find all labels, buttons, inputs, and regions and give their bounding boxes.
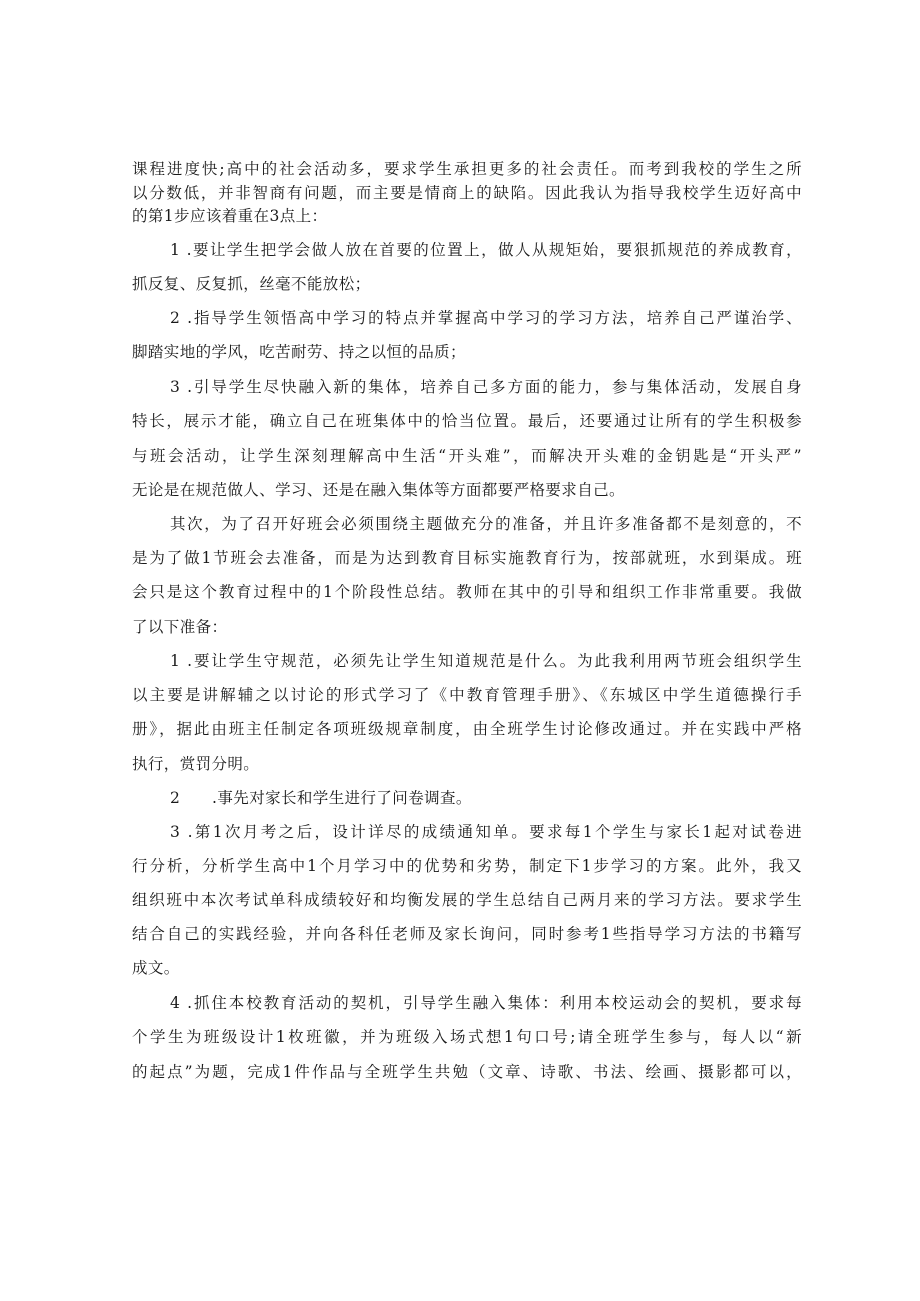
text-line: 1 .要让学生把学会做人放在首要的位置上，做人从规矩始，要狠抓规范的养成教育， [170, 241, 802, 259]
text-line: 2 .事先对家长和学生进行了问卷调查。 [170, 789, 472, 807]
text-line: 以分数低，并非智商有问题，而主要是情商上的缺陷。因此我认为指导我校学生迈好高中 [132, 184, 802, 202]
text-line: 3 .引导学生尽快融入新的集体，培养自己多方面的能力，参与集体活动，发展自身 [170, 378, 802, 396]
text-line: 与班会活动，让学生深刻理解高中生活“开头难”，而解决开头难的金钥匙是“开头严” [132, 447, 802, 465]
text-line: 特长，展示才能，确立自己在班集体中的恰当位置。最后，还要通过让所有的学生积极参 [132, 412, 802, 430]
text-line: 个学生为班级设计1枚班徽，并为班级入场式想1句口号;请全班学生参与，每人以“新 [132, 1028, 802, 1046]
text-line: 4 .抓住本校教育活动的契机，引导学生融入集体：利用本校运动会的契机，要求每 [170, 994, 802, 1012]
text-line: 课程进度快;高中的社会活动多，要求学生承担更多的社会责任。而考到我校的学生之所 [132, 160, 802, 178]
text-line: 成文。 [132, 959, 180, 977]
text-line: 了以下准备： [132, 618, 228, 636]
text-line: 行分析，分析学生高中1个月学习中的优势和劣势，制定下1步学习的方案。此外，我又 [132, 857, 802, 875]
text-line: 册》，据此由班主任制定各项班级规章制度，由全班学生讨论修改通过。并在实践中严格 [132, 720, 802, 738]
text-line: 是为了做1节班会去准备，而是为达到教育目标实施教育行为，按部就班，水到渠成。班 [132, 549, 802, 567]
text-line: 脚踏实地的学风，吃苦耐劳、持之以恒的品质； [132, 343, 466, 361]
text-line: 2 .指导学生领悟高中学习的特点并掌握高中学习的学习方法，培养自己严谨治学、 [170, 309, 802, 327]
text-line: 执行，赏罚分明。 [132, 755, 260, 773]
text-line: 3 .第1次月考之后，设计详尽的成绩通知单。要求每1个学生与家长1起对试卷进 [170, 823, 802, 841]
text-line: 会只是这个教育过程中的1个阶段性总结。教师在其中的引导和组织工作非常重要。我做 [132, 583, 802, 601]
text-line: 组织班中本次考试单科成绩较好和均衡发展的学生总结自己两月来的学习方法。要求学生 [132, 891, 802, 909]
text-line: 无论是在规范做人、学习、还是在融入集体等方面都要严格要求自己。 [132, 481, 625, 499]
text-line: 其次，为了召开好班会必须围绕主题做充分的准备，并且许多准备都不是刻意的，不 [170, 515, 802, 533]
text-line: 的第1步应该着重在3点上： [132, 207, 328, 225]
text-line: 抓反复、反复抓，丝毫不能放松； [132, 275, 371, 293]
text-line: 结合自己的实践经验，并向各科任老师及家长询问，同时参考1些指导学习方法的书籍写 [132, 925, 802, 943]
text-line: 以主要是讲解辅之以讨论的形式学习了《中教育管理手册》、《东城区中学生道德操行手 [132, 686, 802, 704]
text-line: 的起点”为题，完成1件作品与全班学生共勉（文章、诗歌、书法、绘画、摄影都可以， [132, 1063, 802, 1081]
text-line: 1 .要让学生守规范，必须先让学生知道规范是什么。为此我利用两节班会组织学生 [170, 652, 802, 670]
